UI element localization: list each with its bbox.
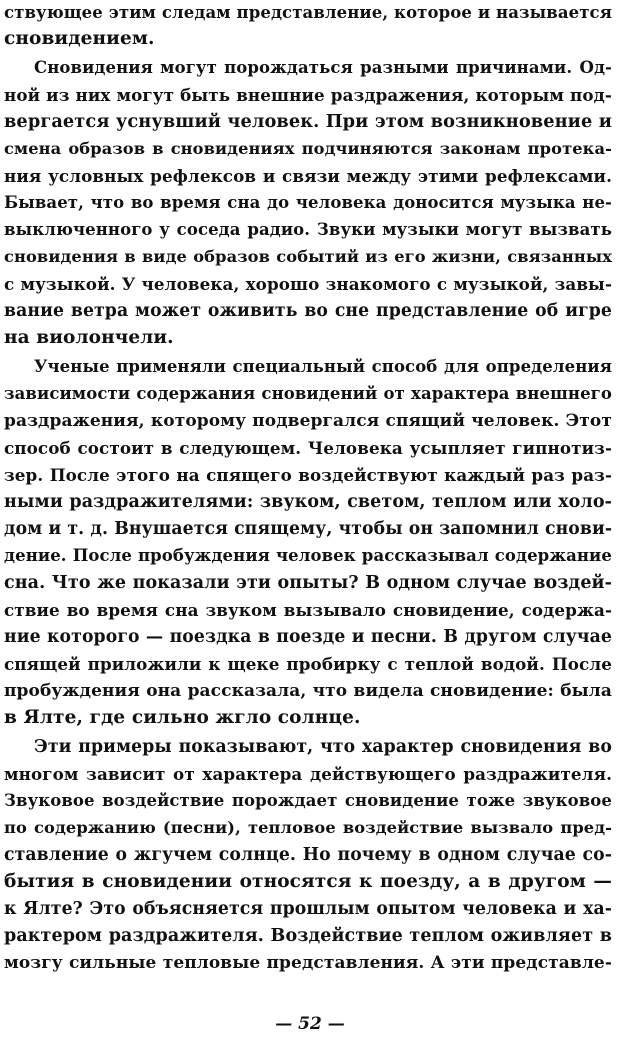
text-line: на виолончели.	[4, 327, 174, 348]
text-line: ние которого — поездка в поезде и песни. В другом случае	[4, 627, 612, 647]
text-line: спящей приложили к щеке пробирку с теплой водой. После	[4, 654, 612, 674]
text-line: мозгу сильные тепловые представления. А эти представле-	[4, 953, 612, 973]
text-line: ной из них могут быть внешние раздражения, которым под-	[4, 85, 612, 105]
text-line: зависимости содержания сновидений от характера внешнего	[4, 384, 612, 403]
text-line: дение. После пробуждения человек рассказывал содержание	[4, 546, 612, 565]
text-line: ставление о жгучем солнце. Но почему в одном случае со-	[4, 845, 612, 865]
text-line: ными раздражителями: звуком, светом, теплом или холо-	[4, 492, 612, 512]
text-line: рактером раздражителя. Воздействие теплом оживляет в	[4, 926, 612, 946]
text-line: бытия в сновидении относятся к поезду, а в другом —	[4, 871, 612, 892]
text-line: сна. Что же показали эти опыты? В одном случае воздей-	[4, 573, 612, 593]
text-line: по содержанию (песни), тепловое воздействие вызвало пред-	[4, 818, 612, 837]
text-line: способ состоит в следующем. Человека усыпляет гипнотиз-	[4, 438, 612, 458]
text-line: сновидения в виде образов событий из его жизни, связанных	[4, 247, 612, 266]
text-line: с музыкой. У человека, хорошо знакомого с музыкой, завы-	[4, 274, 612, 294]
text-line: ствие во время сна звуком вызывало сновидение, содержа-	[4, 600, 612, 620]
text-line: пробуждения она рассказала, что видела сновидение: была	[4, 681, 612, 701]
text-line: ствующее этим следам представление, которое и называется	[4, 3, 612, 22]
text-line: Сновидения могут порождаться разными причинами. Од-	[34, 58, 612, 77]
text-line: зер. После этого на спящего воздействуют каждый раз раз-	[4, 465, 612, 485]
text-line: многом зависит от характера действующего раздражителя.	[4, 764, 612, 784]
text-line: Ученые применяли специальный способ для определения	[34, 357, 612, 376]
text-line: смена образов в сновидениях подчиняются законам протека-	[4, 139, 612, 158]
text-line: сновидением.	[4, 28, 155, 49]
text-line: ния условных рефлексов и связи между этими рефлексами.	[4, 166, 612, 186]
text-line: раздражения, которому подвергался спящий человек. Этот	[4, 411, 612, 431]
text-line: выключенного у соседа радио. Звуки музыки могут вызвать	[4, 220, 612, 239]
text-line: Эти примеры показывают, что характер сновидения во	[34, 737, 612, 757]
text-line: в Ялте, где сильно жгло солнце.	[4, 707, 361, 728]
text-line: вергается уснувший человек. При этом возникновение и	[4, 111, 612, 132]
text-line: к Ялте? Это объясняется прошлым опытом человека и ха-	[4, 899, 612, 919]
text-line: Звуковое воздействие порождает сновидение тоже звуковое	[4, 791, 612, 810]
text-line: дом и т. д. Внушается спящему, чтобы он запомнил снови-	[4, 519, 613, 539]
text-line: Бывает, что во время сна до человека доносится музыка не-	[4, 193, 612, 212]
page-number: — 52 —	[275, 1014, 345, 1034]
text-line: вание ветра может оживить во сне представление об игре	[4, 301, 612, 321]
